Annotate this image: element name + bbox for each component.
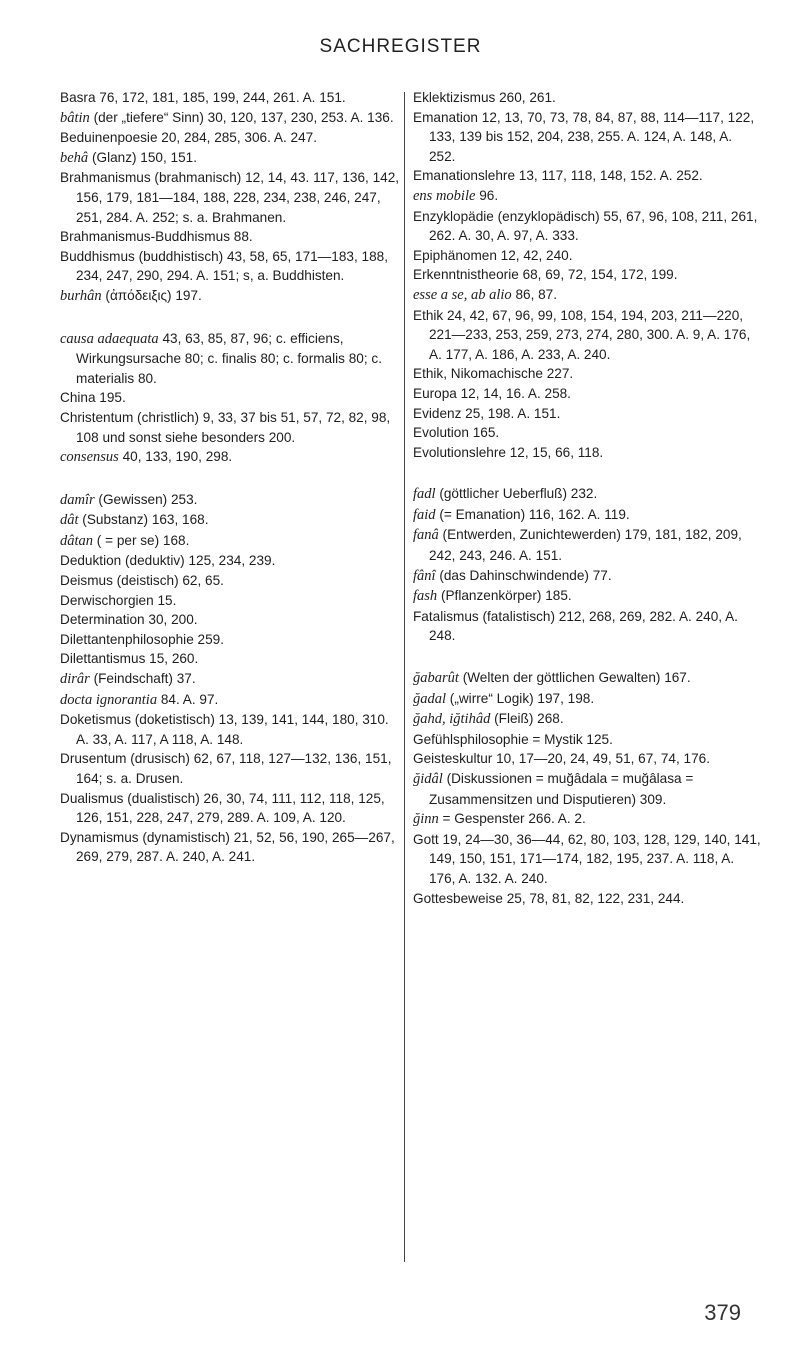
index-entry [413, 484, 761, 505]
index-entry [413, 830, 761, 889]
index-references: (Gewissen) 253. [94, 491, 198, 507]
index-term: consensus [60, 449, 119, 466]
index-entry [413, 586, 761, 607]
index-term: dâtan [60, 532, 94, 549]
index-entry [60, 789, 400, 828]
index-term: esse a se, ab alio [413, 286, 512, 303]
index-references: 84. A. 97. [157, 691, 219, 707]
index-entry [413, 207, 761, 246]
index-references: Emanationslehre 13, 117, 118, 148, 152. A. 252. [413, 168, 703, 184]
index-references: (Pflanzenkörper) 185. [437, 588, 572, 604]
index-entry [413, 730, 761, 750]
index-entry [60, 749, 400, 788]
index-references: (Welten der göttlichen Gewalten) 167. [458, 670, 691, 686]
index-references: Doketismus (doketistisch) 13, 139, 141, 144, 180, 310. A. 33, A. 117, A 118, A. 148. [60, 712, 389, 747]
index-entry [413, 505, 761, 526]
section-gap [60, 468, 400, 490]
index-entry [60, 148, 400, 169]
index-references: Enzyklopädie (enzyklopädisch) 55, 67, 96, 108, 211, 261, 262. A. 30, A. 97, A. 333. [413, 208, 758, 244]
index-entry [413, 566, 761, 587]
index-column-right [413, 88, 761, 908]
index-term: ğabarût [413, 670, 459, 687]
index-references: („wirre“ Logik) 197, 198. [446, 690, 595, 706]
section-gap [60, 307, 400, 329]
index-references: (göttlicher Ueberfluß) 232. [435, 486, 598, 502]
index-term: causa adaequata [60, 330, 159, 347]
index-references: Dilettantismus 15, 260. [60, 651, 199, 667]
index-references: Europa 12, 14, 16. A. 258. [413, 385, 571, 401]
index-references: Beduinenpoesie 20, 284, 285, 306. A. 247. [60, 130, 317, 146]
index-entry [413, 769, 761, 809]
index-entry [60, 408, 400, 447]
index-term: ğinn [413, 811, 439, 828]
index-term: fadl [413, 486, 436, 503]
index-entry [60, 510, 400, 531]
index-references: Epiphänomen 12, 42, 240. [413, 247, 573, 263]
index-entry [60, 630, 400, 650]
index-references: Brahmanismus-Buddhismus 88. [60, 229, 253, 245]
index-references: Buddhismus (buddhistisch) 43, 58, 65, 171—183, 188, 234, 247, 290, 294. A. 151; s, a. Buddhisten. [60, 248, 388, 284]
index-entry [60, 710, 400, 749]
index-references: (Feindschaft) 37. [89, 671, 196, 687]
index-entry [413, 364, 761, 384]
index-entry [60, 531, 400, 552]
index-term: ğahd, iğtihâd [413, 711, 491, 728]
index-references: 43, 63, 85, 87, 96; c. efficiens, Wirkungsursache 80; c. finalis 80; c. formalis 80; c. materialis 80. [76, 330, 382, 386]
index-entry [413, 246, 761, 266]
index-entry [413, 88, 761, 108]
index-entry [60, 247, 400, 286]
index-entry [413, 607, 761, 646]
index-references: (Glanz) 150, 151. [88, 149, 197, 165]
index-entry [60, 649, 400, 669]
page-number: 379 [704, 1300, 741, 1325]
index-references: 86, 87. [511, 286, 558, 302]
index-entry [413, 889, 761, 909]
index-term: docta ignorantia [60, 691, 158, 708]
index-references: Derwischorgien 15. [60, 592, 177, 608]
index-references: Gottesbeweise 25, 78, 81, 82, 122, 231, 244. [413, 890, 685, 906]
index-term: fash [413, 588, 438, 605]
index-entry [413, 689, 761, 710]
index-entry [413, 306, 761, 365]
index-references: Geisteskultur 10, 17—20, 24, 49, 51, 67, 74, 176. [413, 751, 710, 767]
index-entry [60, 329, 400, 389]
index-references: (= Emanation) 116, 162. A. 119. [435, 506, 630, 522]
index-references: (der „tiefere“ Sinn) 30, 120, 137, 230, 253. A. 136. [89, 109, 394, 125]
page-header: SACHREGISTER [319, 36, 482, 57]
index-references: Ethik, Nikomachische 227. [413, 366, 574, 382]
section-gap [413, 462, 761, 484]
index-entry [413, 668, 761, 689]
index-entry [60, 108, 400, 129]
index-entry [60, 591, 400, 611]
index-entry [60, 669, 400, 690]
index-references: Erkenntnistheorie 68, 69, 72, 154, 172, 199. [413, 267, 678, 283]
index-entry [413, 265, 761, 285]
index-references: = Gespenster 266. A. 2. [438, 811, 586, 827]
index-term: behâ [60, 149, 89, 166]
index-references: 96. [475, 187, 499, 203]
index-entry [60, 168, 400, 227]
index-entry [413, 404, 761, 424]
index-entry [413, 423, 761, 443]
index-entry [60, 610, 400, 630]
index-entry [60, 88, 400, 108]
index-references: Brahmanismus (brahmanisch) 12, 14, 43. 117, 136, 142, 156, 179, 181—184, 188, 228, 234, 238, 246, 247, 251, 284. A. 252; s. a. Brahmanen. [60, 170, 400, 225]
index-entry [60, 690, 400, 711]
index-references: (Entwerden, Zunichtewerden) 179, 181, 182, 209, 242, 243, 246. A. 151. [429, 527, 742, 564]
index-term: faid [413, 506, 436, 523]
index-references: (Substanz) 163, 168. [78, 512, 209, 528]
index-entry [60, 286, 400, 307]
index-entry [413, 443, 761, 463]
index-references: Fatalismus (fatalistisch) 212, 268, 269, 282. A. 240, A. 248. [413, 608, 738, 644]
index-references: 40, 133, 190, 298. [118, 449, 233, 465]
index-references: Deismus (deistisch) 62, 65. [60, 573, 224, 589]
section-gap [413, 646, 761, 668]
index-entry [413, 809, 761, 830]
index-references: Eklektizismus 260, 261. [413, 90, 556, 105]
index-term: fanâ [413, 527, 439, 544]
index-references: Drusentum (drusisch) 62, 67, 118, 127—132, 136, 151, 164; s. a. Drusen. [60, 751, 392, 786]
index-references: Dilettantenphilosophie 259. [60, 631, 225, 647]
index-term: ens mobile [413, 187, 476, 204]
index-references: Basra 76, 172, 181, 185, 199, 244, 261. A. 151. [60, 90, 346, 105]
index-entry [60, 447, 400, 468]
index-term: ğidâl [413, 771, 443, 787]
index-references: Gott 19, 24—30, 36—44, 62, 80, 103, 128, 129, 140, 141, 149, 150, 151, 171—174, 182, 195, 237. A. 118, A. 176, A. 132. A. 240. [413, 831, 761, 886]
index-entry [60, 828, 400, 867]
index-entry [413, 525, 761, 565]
index-references: Ethik 24, 42, 67, 96, 99, 108, 154, 194, 203, 211—220, 221—233, 253, 259, 273, 274, 280, 300. A. 9, A. 176, A. 177, A. 186, A. 233, A. 240. [413, 307, 751, 362]
index-references: Evolution 165. [413, 425, 500, 441]
index-references: Christentum (christlich) 9, 33, 37 bis 51, 57, 72, 82, 98, 108 und sonst siehe besonders 200. [60, 409, 391, 445]
index-references: Gefühlsphilosophie = Mystik 125. [413, 731, 613, 747]
index-term: dât [60, 512, 79, 529]
index-term: dirâr [60, 671, 90, 688]
index-references: (Diskussionen = muğâdala = muğâlasa = Zusammensitzen und Disputieren) 309. [429, 771, 694, 807]
index-entry [413, 709, 761, 730]
index-entry [60, 571, 400, 591]
column-divider [404, 92, 405, 1262]
index-entry [60, 551, 400, 571]
index-entry [413, 384, 761, 404]
index-column-left [60, 88, 400, 867]
index-references: (das Dahinschwindende) 77. [435, 567, 612, 583]
index-references: Emanation 12, 13, 70, 73, 78, 84, 87, 88, 114—117, 122, 133, 139 bis 152, 204, 238, 255. A. 124, A. 148, A. 252. [413, 109, 755, 164]
index-entry [60, 490, 400, 511]
index-entry [413, 166, 761, 186]
index-references: (Fleiß) 268. [490, 711, 564, 727]
index-term: fânî [413, 567, 436, 584]
index-entry [413, 285, 761, 306]
index-references: (ἀπόδειξις) 197. [101, 287, 202, 303]
index-references: Determination 30, 200. [60, 612, 198, 628]
index-references: Dualismus (dualistisch) 26, 30, 74, 111, 112, 118, 125, 126, 151, 228, 247, 279, 289. A. 109, A. 120. [60, 790, 385, 826]
index-entry [413, 108, 761, 167]
index-term: burhân [60, 287, 102, 304]
index-entry [60, 388, 400, 408]
index-references: Evidenz 25, 198. A. 151. [413, 405, 561, 421]
index-entry [413, 749, 761, 769]
index-references: Evolutionslehre 12, 15, 66, 118. [413, 444, 604, 460]
index-term: damîr [60, 491, 95, 508]
index-references: ( = per se) 168. [93, 532, 190, 548]
index-entry [413, 186, 761, 207]
index-term: bâtin [60, 109, 90, 126]
index-references: Dynamismus (dynamistisch) 21, 52, 56, 190, 265—267, 269, 279, 287. A. 240, A. 241. [60, 829, 395, 865]
index-references: China 195. [60, 390, 126, 406]
index-references: Deduktion (deduktiv) 125, 234, 239. [60, 553, 276, 569]
index-entry [60, 128, 400, 148]
index-term: ğadal [413, 690, 447, 707]
index-entry [60, 227, 400, 247]
